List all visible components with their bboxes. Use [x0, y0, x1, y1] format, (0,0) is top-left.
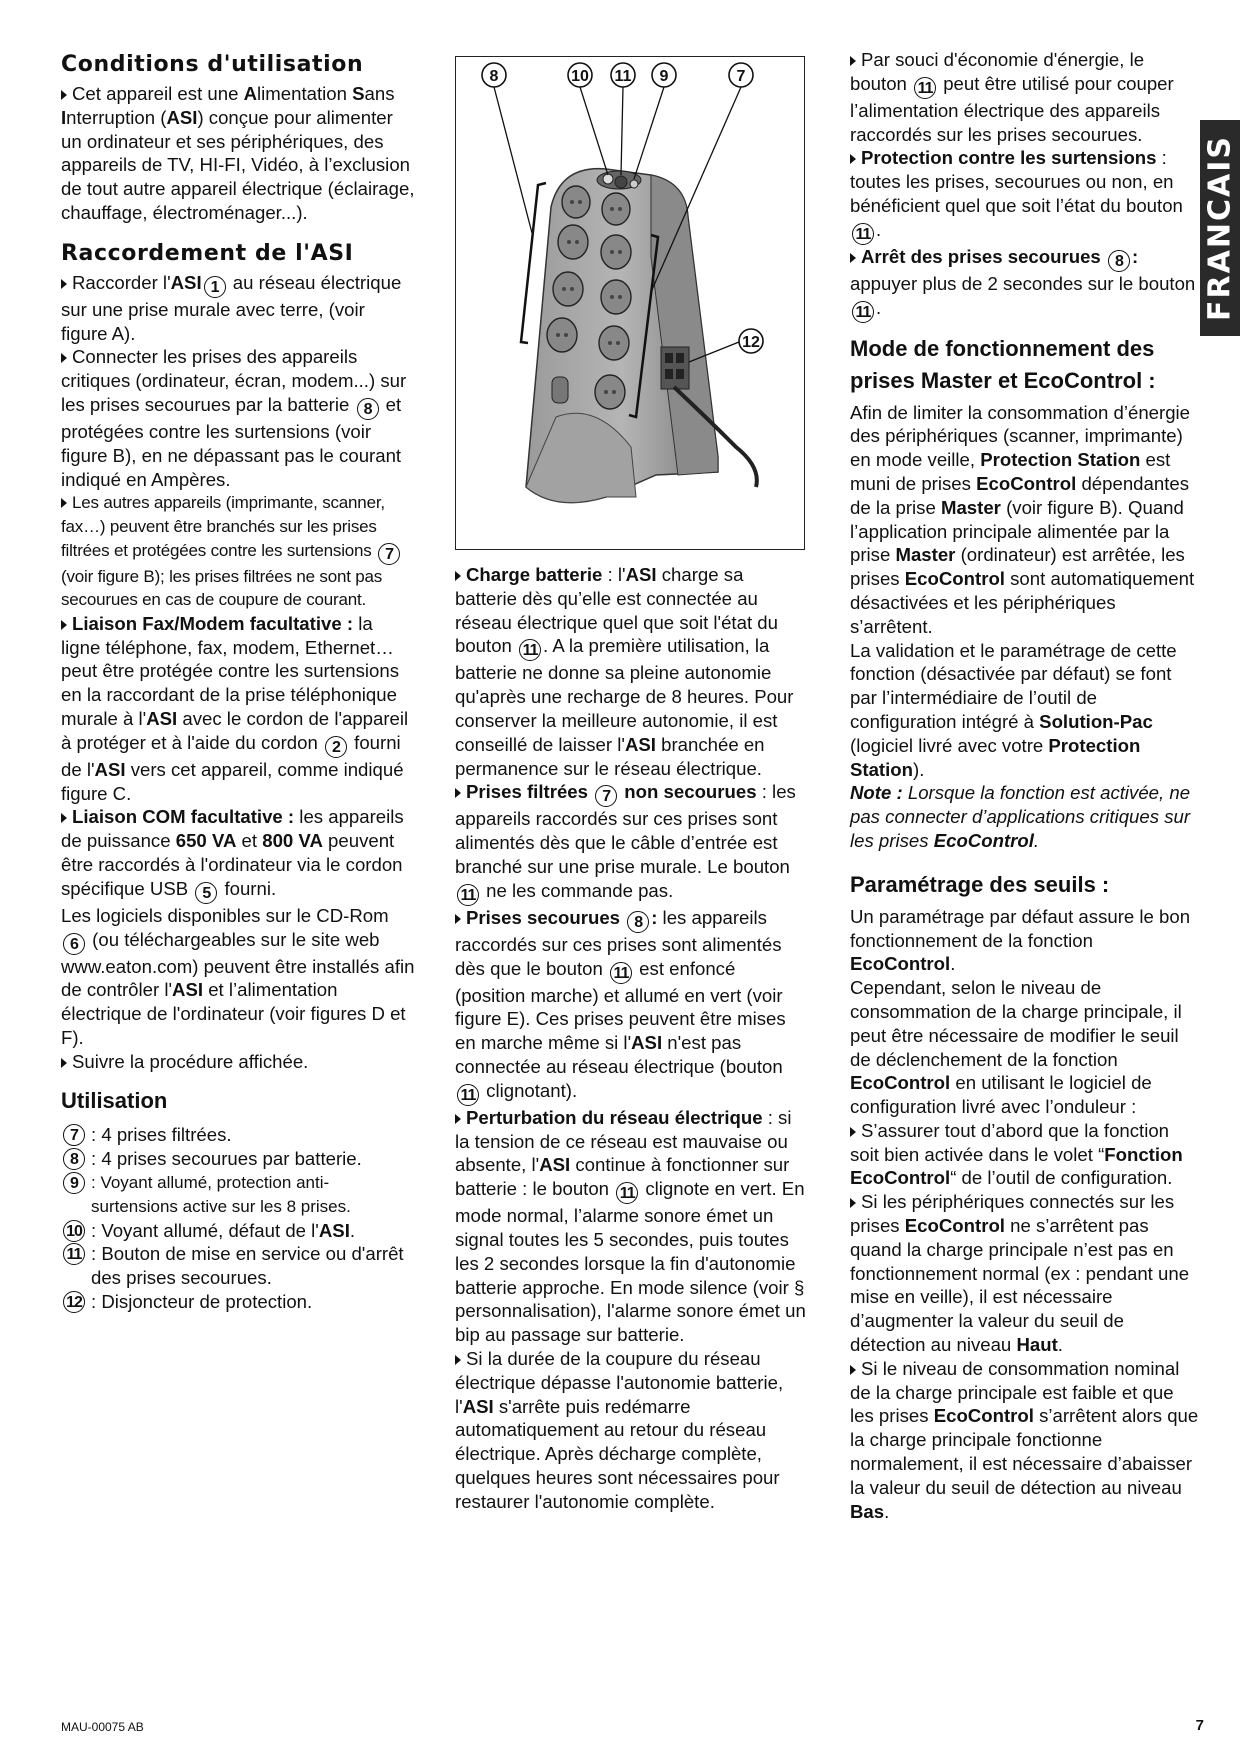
para-augmenter: Si les périphériques connectés sur les prises EcoControl ne s’arrêtent pas quand la charge principale n’est pas en fonctionnement normal (ex : pendant une mise en veille), il est nécessaire d’augmenter la valeur du seuil de détection au niveau Haut.: [850, 1190, 1202, 1357]
legend-item-7: 7 : 4 prises filtrées.: [61, 1123, 416, 1147]
para-arret-prises: Arrêt des prises secourues 8 : appuyer plus de 2 secondes sur le bouton 11 .: [850, 245, 1202, 323]
para-raccorder: Raccorder l'ASI 1 au réseau électrique sur une prise murale avec terre, (voir figure A).: [61, 271, 416, 346]
para-prises-secourues: Prises secourues 8 : les appareils raccordés sur ces prises sont alimentés dès que le bouton 11 est enfoncé (position marche) et allumé en vert (voir figure E). Ces prises peuvent être mises en marche même si l'ASI n'est pas connectée au réseau électrique (bouton 11 clignotant).: [455, 906, 810, 1106]
ups-illustration-icon: [456, 57, 803, 548]
para-note: Note : Lorsque la fonction est activée, ne pas connecter d’applications critiques sur les prises EcoControl.: [850, 782, 1191, 851]
ref-7-icon: 7: [378, 543, 400, 565]
para-validation: La validation et le paramétrage de cette fonction (désactivée par défaut) se font par l’intermédiaire de l’outil de configuration intégré à Solution-Pac (logiciel livré avec votre Protection Station).: [850, 639, 1177, 780]
figure-label-10: 10: [571, 68, 589, 85]
heading-raccordement: Raccordement de l'ASI: [61, 240, 354, 266]
figure-label-11: 11: [614, 68, 632, 85]
para-duree-coupure: Si la durée de la coupure du réseau électrique dépasse l'autonomie batterie, l'ASI s'arrête puis redémarre automatiquement au retour du réseau électrique. Après décharge complète, quelques heures sont nécessaires pour restaurer l'autonomie complète.: [455, 1347, 810, 1514]
document-reference: MAU-00075 AB: [61, 1720, 144, 1734]
ref-11-icon: 11: [914, 77, 936, 99]
para-assurer: S’assurer tout d’abord que la fonction soit bien activée dans le volet “Fonction EcoControl“ de l’outil de configuration.: [850, 1119, 1202, 1190]
para-conditions: Cet appareil est une Alimentation Sans Interruption (ASI) conçue pour alimenter un ordinateur et ses périphériques, des appareils de TV, HI-FI, Vidéo, à l’exclusion de tout autre appareil électrique (éclairage, chauffage, électroménager...).: [61, 83, 415, 223]
language-tab-label: FRANCAIS: [1202, 135, 1238, 321]
language-tab: [1200, 120, 1240, 336]
ref-11-icon: 11: [457, 884, 479, 906]
ref-11-icon: 11: [852, 301, 874, 323]
heading-conditions: Conditions d'utilisation: [61, 52, 364, 77]
para-prises-filtrees: Prises filtrées 7 non secourues : les appareils raccordés sur ces prises sont alimentés dès que le câble d’entrée est branché sur une prise murale. Le bouton 11 ne les commande pas.: [455, 780, 810, 905]
ref-11-icon: 11: [610, 962, 632, 984]
para-charge-batterie: Charge batterie : l'ASI charge sa batterie dès qu’elle est connectée au réseau électrique quel que soit l'état du bouton 11 . A la première utilisation, la batterie ne donne sa pleine autonomie qu'après une recharge de 8 heures. Pour conserver la meilleure autonomie, il est conseillé de laisser l'ASI branchée en permanence sur le réseau électrique.: [455, 563, 810, 780]
ref-11-icon: 11: [616, 1182, 638, 1204]
ref-8-icon: 8: [357, 398, 379, 420]
para-com: Liaison COM facultative : les appareils de puissance 650 VA et 800 VA peuvent être raccordés à l'ordinateur via le cordon spécifique USB 5 fourni.: [61, 805, 416, 903]
para-protection-surtensions: Protection contre les surtensions : toutes les prises, secourues ou non, en bénéficient quel que soit l’état du bouton 11 .: [850, 146, 1202, 244]
column-2: [455, 563, 810, 1514]
legend-item-8: 8 : 4 prises secourues par batterie.: [61, 1147, 416, 1171]
ref-5-icon: 5: [195, 882, 217, 904]
para-parametrage-defaut: Un paramétrage par défaut assure le bon fonctionnement de la fonction EcoControl.: [850, 905, 1191, 975]
ref-8-icon: 8: [627, 911, 649, 933]
para-limiter-consommation: Afin de limiter la consommation d’énergie des périphériques (scanner, imprimante) en mode veille, Protection Station est muni de prises EcoControl dépendantes de la prise Master (voir figure B). Quand l’application principale alimentée par la prise Master (ordinateur) est arrêtée, les prises EcoControl sont automatiquement désactivées et les périphériques s’arrêtent.: [850, 401, 1195, 637]
ref-7-icon: 7: [595, 785, 617, 807]
ref-11-icon: 11: [457, 1084, 479, 1106]
ref-2-icon: 2: [325, 736, 347, 758]
figure-label-7: 7: [736, 68, 746, 85]
ref-1-icon: 1: [204, 276, 226, 298]
figure-label-12: 12: [742, 334, 760, 351]
heading-parametrage: Paramétrage des seuils :: [850, 871, 1110, 897]
ref-8-icon: 8: [1108, 250, 1130, 272]
column-3: [850, 48, 1202, 1523]
para-cependant: Cependant, selon le niveau de consommation de la charge principale, il peut être nécessaire de modifier le seuil de déclenchement de la fonction EcoControl en utilisant le logiciel de configuration livré avec l’onduleur :: [850, 977, 1182, 1118]
para-connecter: Connecter les prises des appareils critiques (ordinateur, écran, modem...) sur les prises secourues par la batterie 8 et protégées contre les surtensions (voir figure B), en ne dépassant pas le courant indiqué en Ampères.: [61, 345, 416, 491]
legend-item-9: 9 : Voyant allumé, protection anti- surtensions active sur les 8 prises.: [61, 1171, 416, 1219]
page-number: 7: [1195, 1717, 1204, 1734]
legend-item-12: 12 : Disjoncteur de protection.: [61, 1290, 416, 1314]
para-autres-appareils: Les autres appareils (imprimante, scanner, fax…) peuvent être branchés sur les prises filtrées et protégées contre les surtensions 7 (voir figure B); les prises filtrées ne sont pas secourues en cas de coupure de courant.: [61, 491, 416, 611]
ref-6-icon: 6: [63, 933, 85, 955]
ref-11-icon: 11: [852, 223, 874, 245]
column-1: [61, 48, 416, 1314]
para-abaisser: Si le niveau de consommation nominal de la charge principale est faible et que les prises EcoControl s’arrêtent alors que la charge principale fonctionne normalement, il est nécessaire d’abaisser la valeur du seuil de détection au niveau Bas.: [850, 1357, 1202, 1524]
ups-figure: [455, 56, 805, 550]
para-economie: Par souci d'économie d'énergie, le bouton 11 peut être utilisé pour couper l’alimentation électrique des appareils raccordés sur les prises secourues.: [850, 48, 1202, 146]
legend-item-10: 10 : Voyant allumé, défaut de l'ASI.: [61, 1219, 416, 1243]
para-logiciels: Les logiciels disponibles sur le CD-Rom 6 (ou téléchargeables sur le site web www.eaton.com) peuvent être installés afin de contrôler l'ASI et l’alimentation électrique de l'ordinateur (voir figures D et F).: [61, 904, 415, 1048]
para-suivre: Suivre la procédure affichée.: [61, 1050, 416, 1074]
legend-item-11: 11 : Bouton de mise en service ou d'arrêt des prises secourues.: [61, 1242, 416, 1290]
ref-11-icon: 11: [519, 639, 541, 661]
para-perturbation: Perturbation du réseau électrique : si la tension de ce réseau est mauvaise ou absente, l'ASI continue à fonctionner sur batterie : le bouton 11 clignote en vert. En mode normal, l’alarme sonore émet un signal toutes les 5 secondes, puis toutes les 2 secondes lorsque la fin d'autonomie batterie approche. En mode silence (voir § personnalisation), l'alarme sonore émet un bip au passage sur batterie.: [455, 1106, 810, 1347]
heading-utilisation: Utilisation: [61, 1088, 168, 1114]
para-fax-modem: Liaison Fax/Modem facultative : la ligne téléphone, fax, modem, Ethernet… peut être protégée contre les surtensions en la raccordant de la prise téléphonique murale à l'ASI avec le cordon de l'appareil à protéger et à l'aide du cordon 2 fourni de l'ASI vers cet appareil, comme indiqué figure C.: [61, 612, 416, 806]
figure-label-9: 9: [659, 68, 669, 85]
heading-mode-fonctionnement: Mode de fonctionnement des prises Master et EcoControl :: [850, 335, 1156, 393]
figure-label-8: 8: [489, 68, 499, 85]
